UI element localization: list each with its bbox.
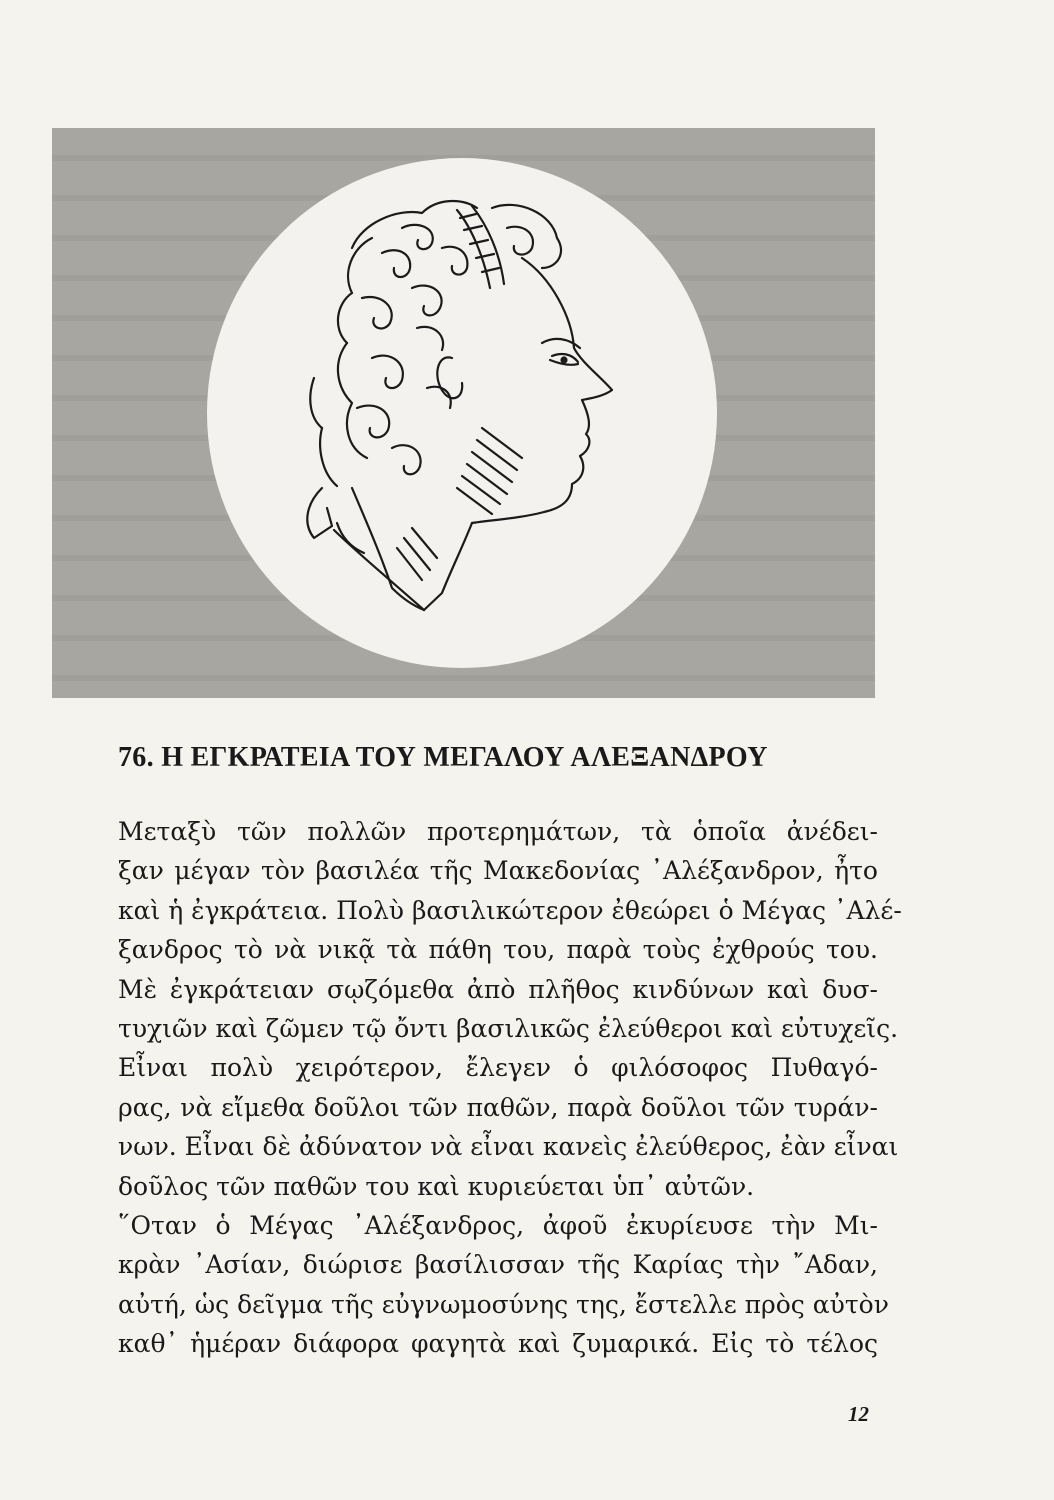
- text-line: ξαν μέγαν τὸν βασιλέα τῆς Μακεδονίας ᾿Αλέξανδρον, ἦτο: [118, 856, 878, 886]
- text-line: νων. Εἶναι δὲ ἀδύνατον νὰ εἶναι κανεὶς ἐλεύθερος, ἐὰν εἶναι: [118, 1132, 899, 1162]
- text-line: καθ᾿ ἡμέραν διάφορα φαγητὰ καὶ ζυμαρικά. Εἰς τὸ τέλος: [118, 1329, 878, 1359]
- text-line: καὶ ἡ ἐγκράτεια. Πολὺ βασιλικώτερον ἐθεώρει ὁ Μέγας ᾿Αλέ-: [118, 895, 902, 925]
- alexander-portrait-illustration: [52, 128, 875, 698]
- text-line: τυχιῶν καὶ ζῶμεν τῷ ὄντι βασιλικῶς ἐλεύθεροι καὶ εὐτυχεῖς.: [118, 1013, 899, 1043]
- text-line: Μεταξὺ τῶν πολλῶν προτερημάτων, τὰ ὁποῖα ἀνέδει-: [118, 817, 878, 846]
- page-number: 12: [848, 1402, 869, 1426]
- body-text: [118, 812, 902, 1363]
- text-line: ξανδρος τὸ νὰ νικᾷ τὰ πάθη του, παρὰ τοὺς ἐχθρούς του.: [118, 935, 878, 965]
- text-line: δοῦλος τῶν παθῶν του καὶ κυριεύεται ὑπ᾿ αὐτῶν.: [118, 1171, 755, 1201]
- text-line: Μὲ ἐγκράτειαν σῳζόμεθα ἀπὸ πλῆθος κινδύνων καὶ δυσ-: [118, 974, 878, 1004]
- text-line: Εἶναι πολὺ χειρότερον, ἔλεγεν ὁ φιλόσοφος Πυθαγό-: [118, 1053, 878, 1083]
- portrait-medallion: [52, 128, 875, 698]
- text-line: κρὰν ᾿Ασίαν, διώρισε βασίλισσαν τῆς Καρίας τὴν ῎Αδαν,: [118, 1250, 878, 1280]
- text-line: αὐτή, ὡς δεῖγμα τῆς εὐγνωμοσύνης της, ἔστελλε πρὸς αὐτὸν: [118, 1289, 889, 1319]
- medallion-circle: [207, 158, 717, 668]
- text-line: ῞Οταν ὁ Μέγας ᾿Αλέξανδρος, ἀφοῦ ἐκυρίευσε τὴν Μι-: [118, 1210, 878, 1240]
- text-line: ρας, νὰ εἴμεθα δοῦλοι τῶν παθῶν, παρὰ δοῦλοι τῶν τυράν-: [118, 1092, 878, 1122]
- chapter-title: 76. Η ΕΓΚΡΑΤΕΙΑ ΤΟΥ ΜΕΓΑΛΟΥ ΑΛΕΞΑΝΔΡΟΥ: [118, 742, 768, 773]
